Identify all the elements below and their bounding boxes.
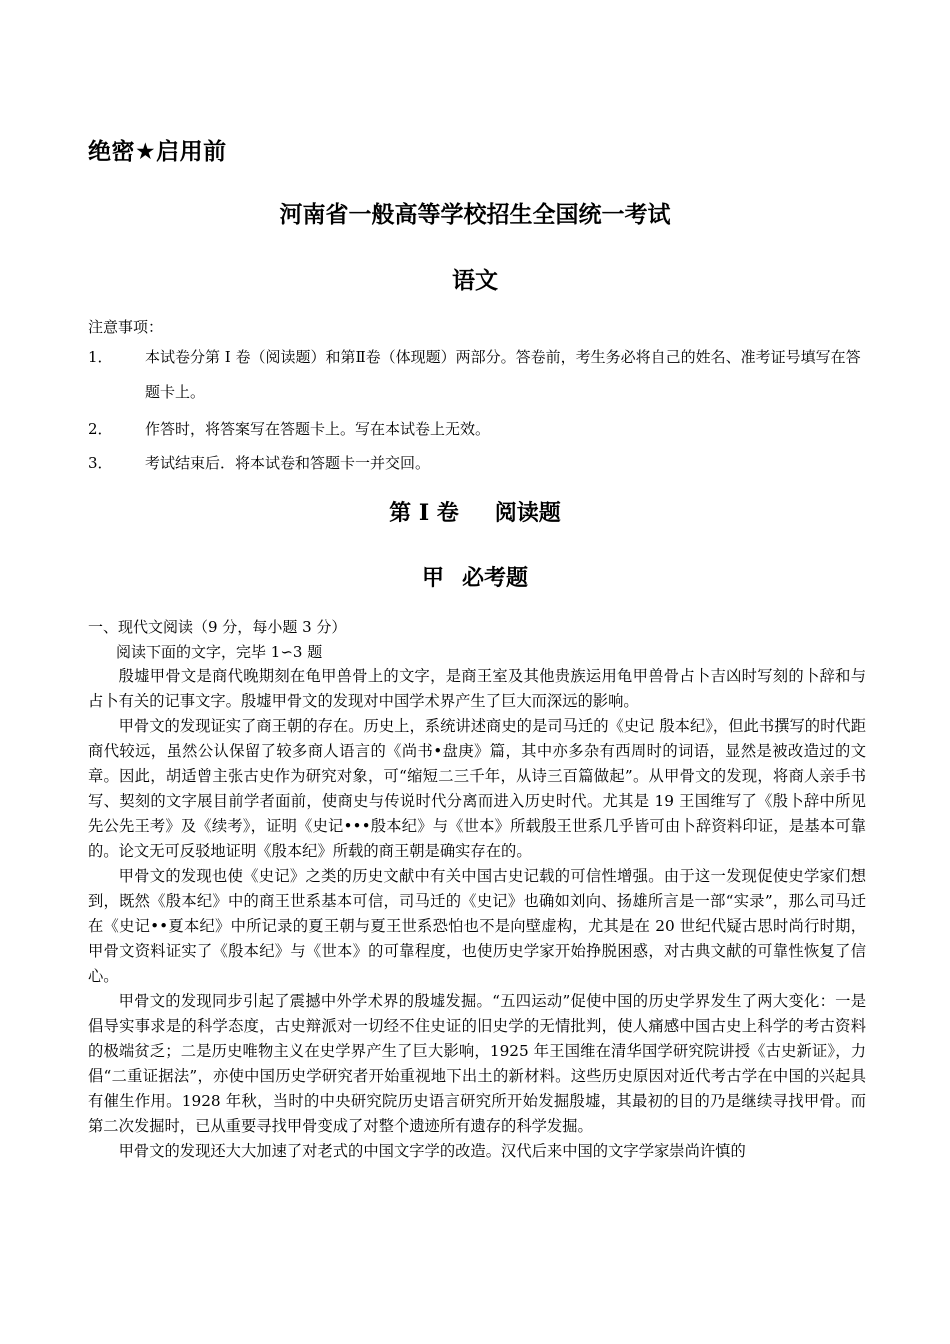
part-title [0,496,950,527]
passage-paragraph: 殷墟甲骨文是商代晚期刻在龟甲兽骨上的文字，是商王室及其他贵族运用龟甲兽骨占卜吉凶时写刻的卜辞和与占卜有关的记事文字。殷墟甲骨文的发现对中国学术界产生了巨大而深远的影响。 [88,667,866,710]
part-label: 第 I 卷 [389,500,459,526]
passage-paragraph: 甲骨文的发现还大大加速了对老式的中国文字学的改造。汉代后来中国的文字学家崇尚许慎的 [118,1142,746,1160]
passage-paragraph: 甲骨文的发现证实了商王朝的存在。历史上，系统讲述商史的是司马迁的《史记 殷本纪》，但此书撰写的时代距商代较远，虽然公认保留了较多商人语言的《尚书•盘庚》篇，其中亦多杂有西周时的词语，显然是被改造过的文章。因此，胡适曾主张古史作为研究对象，可“缩短二三千年，从诗三百篇做起”。从甲骨文的发现，将商人亲手书写、契刻的文字展目前学者面前，使商史与传说时代分离而进入历史时代。尤其是 19 王国维写了《殷卜辞中所见先公先王考》及《续考》，证明《史记•••殷本纪》与《世本》所载殷王世系几乎皆可由卜辞资料印证，是基本可靠的。论文无可反驳地证明《殷本纪》所载的商王朝是确实存在的。 [88,717,866,860]
notice-item-number: 3． [88,454,113,472]
notice-item-text: 作答时，将答案写在答题卡上。写在本试卷上无效。 [145,420,491,438]
notice-item [88,446,868,481]
question-heading: 一、现代文阅读（9 分，每小题 3 分） [88,618,347,636]
section-name: 必考题 [462,565,529,591]
part-name: 阅读题 [494,500,561,526]
exam-title: 河南省一般高等学校招生全国统一考试 [279,202,671,228]
passage-paragraph: 甲骨文的发现也使《史记》之类的历史文献中有关中国古史记载的可信性增强。由于这一发现促使史学家们想到，既然《殷本纪》中的商王世系基本可信，司马迁的《史记》也确如刘向、扬雄所言是一部“实录”，那么司马迁在《史记••夏本纪》中所记录的夏王朝与夏王世系恐怕也不是向壁虚构，尤其是在 20 世纪代疑古思时尚行时期，甲骨文资料证实了《殷本纪》与《世本》的可靠程度，也使历史学家开始挣脱困惑，对古典文献的可靠性恢复了信心。 [88,867,866,985]
notice-item-text: 考试结束后．将本试卷和答题卡一并交回。 [145,454,431,472]
notice-heading: 注意事项： [88,318,164,336]
section-title [0,561,950,592]
reading-passage [88,664,866,1164]
section-label: 甲 [421,565,444,591]
confidential-mark: 绝密★启用前 [88,139,227,165]
subject-title: 语文 [452,268,498,294]
notice-item-number: 2． [88,420,113,438]
notice-item [88,340,868,410]
passage-paragraph: 甲骨文的发现同步引起了震撼中外学术界的殷墟发掘。“五四运动”促使中国的历史学界发生了两大变化：一是倡导实事求是的科学态度，古史辩派对一切经不住史证的旧史学的无情批判，使人痛感中国古史上科学的考古资料的极端贫乏；二是历史唯物主义在史学界产生了巨大影响，1925 年王国维在清华国学研究院讲授《古史新证》，力倡“二重证据法”，亦使中国历史学研究者开始重视地下出土的新材料。这些历史原因对近代考古学在中国的兴起具有催生作用。1928 年秋，当时的中央研究院历史语言研究所开始发掘殷墟，其最初的目的乃是继续寻找甲骨。而第二次发掘时，已从重要寻找甲骨变成了对整个遗迹所有遗存的科学发掘。 [88,992,866,1135]
reading-instruction: 阅读下面的文字，完毕 1∽3 题 [116,643,323,661]
notice-item-text: 本试卷分第 I 卷（阅读题）和第Ⅱ卷（体现题）两部分。答卷前，考生务必将自己的姓名、准考证号填写在答题卡上。 [145,348,861,401]
notice-item-number: 1． [88,348,113,366]
notice-item [88,412,868,447]
